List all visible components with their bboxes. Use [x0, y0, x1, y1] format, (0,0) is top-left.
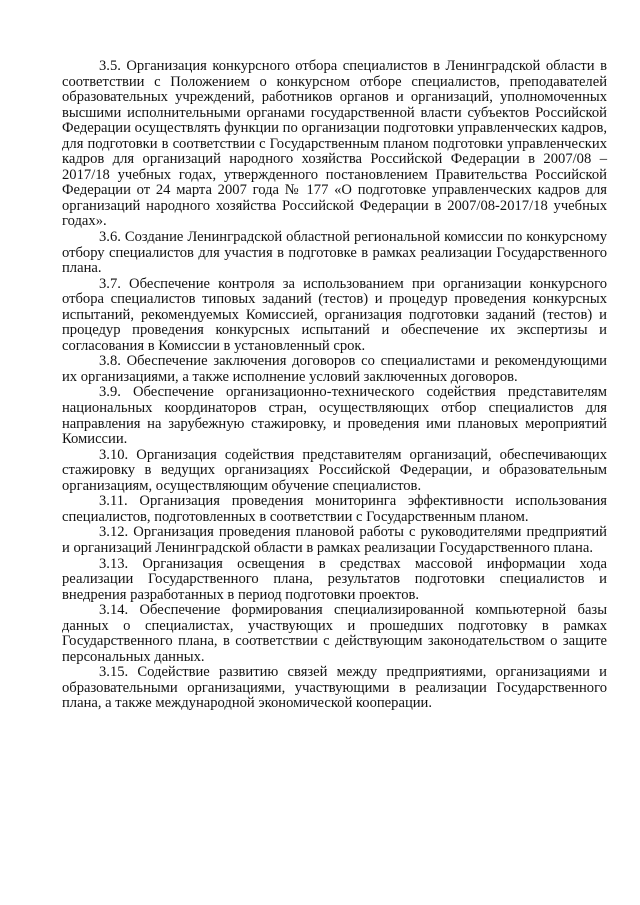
paragraph-3-10: 3.10. Организация содействия представителям организаций, обеспечивающих стажировку в ведущих организациях Российской Федерации, и образовательным организациям, осуществляющим обучение специалистов. [62, 446, 607, 494]
paragraph-3-15: 3.15. Содействие развитию связей между предприятиями, организациями и образовательными организациями, участвующими в реализации Государственного плана, а также международной экономической кооперации. [62, 664, 607, 712]
paragraph-3-9: 3.9. Обеспечение организационно-технического содействия представителям национальных координаторов стран, осуществляющих отбор специалистов для направления на зарубежную стажировку, и проведения ими плановых мероприятий Комиссии. [62, 384, 607, 448]
paragraph-3-8: 3.8. Обеспечение заключения договоров со специалистами и рекомендующими их организациями, а также исполнение условий заключенных договоров. [62, 353, 607, 385]
paragraph-3-12: 3.12. Организация проведения плановой работы с руководителями предприятий и организаций Ленинградской области в рамках реализации Государственного плана. [62, 524, 607, 556]
paragraph-3-6: 3.6. Создание Ленинградской областной региональной комиссии по конкурсному отбору специалистов для участия в подготовке в рамках реализации Государственного плана. [62, 229, 607, 277]
paragraph-3-7: 3.7. Обеспечение контроля за использованием при организации конкурсного отбора специалистов типовых заданий (тестов) и процедур проведения конкурсных испытаний, рекомендуемых Комиссией, организация подготовки заданий (тестов) и процедур проведения конкурсных испытаний и обеспечение их экспертизы и согласования в Комиссии в установленный срок. [62, 275, 607, 354]
paragraph-3-5: 3.5. Организация конкурсного отбора специалистов в Ленинградской области в соответствии с Положением о конкурсном отборе специалистов, преподавателей образовательных учреждений, работников органов и организаций, уполномоченных высшими исполнительными органами государственной власти субъектов Российской Федерации осуществлять функции по организации подготовки управленческих кадров, для подготовки в соответствии с Государственным планом подготовки управленческих кадров для организаций народного хозяйства Российской Федерации в 2007/08 – 2017/18 учебных годах, утвержденного постановлением Правительства Российской Федерации от 24 марта 2007 года № 177 «О подготовке управленческих кадров для организаций народного хозяйства Российской Федерации в 2007/08-2017/18 учебных годах». [62, 58, 607, 230]
paragraph-3-14: 3.14. Обеспечение формирования специализированной компьютерной базы данных о специалистах, участвующих и прошедших подготовку в рамках Государственного плана, в соответствии с действующим законодательством о защите персональных данных. [62, 602, 607, 665]
document-page [62, 59, 607, 712]
paragraph-3-13: 3.13. Организация освещения в средствах массовой информации хода реализации Государственного плана, результатов подготовки специалистов и внедрения разработанных в период подготовки проектов. [62, 555, 607, 603]
paragraph-3-11: 3.11. Организация проведения мониторинга эффективности использования специалистов, подготовленных в соответствии с Государственным планом. [62, 493, 607, 525]
